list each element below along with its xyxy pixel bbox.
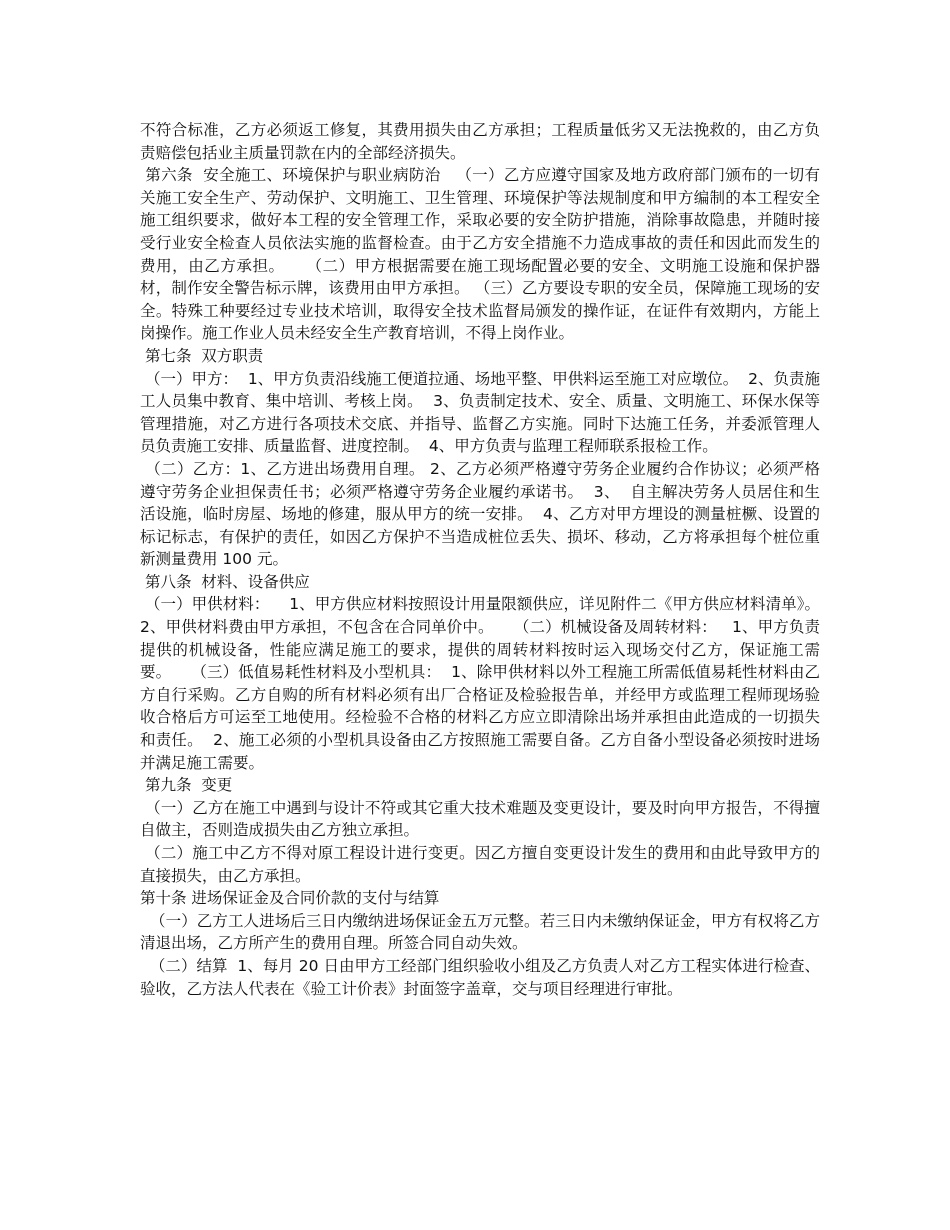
paragraph-quality-liability: 不符合标准，乙方必须返工修复，其费用损失由乙方承担；工程质量低劣又无法挽救的，由乙方负责赔偿包括业主质量罚款在内的全部经济损失。: [140, 121, 820, 162]
document-body: [140, 119, 830, 1000]
paragraph-article-7-party-b: （二）乙方：1、乙方进出场费用自理。 2、乙方必须严格遵守劳务企业履约合作协议；必须严格遵守劳务企业担保责任书；必须严格遵守劳务企业履约承诺书。 3、 自主解决劳务人员居住和生活设施，临时房屋、场地的修建，服从甲方的统一安排。 4、乙方对甲方埋设的测量桩橛、设置的标记标志，有保护的责任，如因乙方保护不当造成桩位丢失、损坏、移动，乙方将承担每个桩位重新测量费用 100 元。: [140, 459, 821, 569]
paragraph-article-7-party-a: （一）甲方： 1、甲方负责沿线施工便道拉通、场地平整、甲供料运至施工对应墩位。 2、负责施工人员集中教育、集中培训、考核上岗。 3、负责制定技术、安全、质量、文明施工、环保水保等管理措施，对乙方进行各项技术交底、并指导、监督乙方实施。同时下达施工任务，并委派管理人员负责施工安排、质量监督、进度控制。 4、甲方负责与监理工程师联系报检工作。: [140, 369, 820, 456]
paragraph-article-10-settlement: （二）结算 1、每月 20 日由甲方工经部门组织验收小组及乙方负责人对乙方工程实体进行检查、验收，乙方法人代表在《验工计价表》封面签字盖章，交与项目经理进行审批。: [140, 956, 821, 998]
paragraph-article-9-item-1: （一）乙方在施工中遇到与设计不符或其它重大技术难题及变更设计，要及时向甲方报告，不得擅自做主，否则造成损失由乙方独立承担。: [140, 798, 820, 840]
paragraph-article-8-materials: （一）甲供材料： 1、甲方供应材料按照设计用量限额供应，详见附件二《甲方供应材料清单》。 2、甲供材料费由甲方承担，不包含在合同单价中。 （二）机械设备及周转材料： 1、甲方负责提供的机械设备，性能应满足施工的要求，提供的周转材料按时运入现场交付乙方，保证施工需要。 （三）低值易耗性材料及小型机具： 1、除甲供材料以外工程施工所需低值易耗性材料由乙方自行采购。乙方自购的所有材料必须有出厂合格证及检验报告单，并经甲方或监理工程师现场验收合格后方可运至工地使用。经检验不合格的材料乙方应立即清除出场并承担由此造成的一切损失和责任。 2、施工必须的小型机具设备由乙方按照施工需要自备。乙方自备小型设备必须按时进场并满足施工需要。: [140, 595, 830, 772]
heading-article-10: 第十条 进场保证金及合同价款的支付与结算: [140, 889, 440, 908]
heading-article-9: 第九条 变更: [140, 776, 233, 795]
paragraph-article-9-item-2: （二）施工中乙方不得对原工程设计进行变更。因乙方擅自变更设计发生的费用和由此导致甲方的直接损失，由乙方承担。: [140, 844, 820, 885]
heading-article-8: 第八条 材料、设备供应: [140, 572, 310, 591]
heading-article-7: 第七条 双方职责: [140, 346, 264, 365]
paragraph-article-6-safety: 第六条 安全施工、环境保护与职业病防治 （一）乙方应遵守国家及地方政府部门颁布的一切有关施工安全生产、劳动保护、文明施工、卫生管理、环境保护等法规制度和甲方编制的本工程安全施工组织要求，做好本工程的安全管理工作，采取必要的安全防护措施，消除事故隐患，并随时接受行业安全检查人员依法实施的监督检查。由于乙方安全措施不力造成事故的责任和因此而发生的费用，由乙方承担。 （二）甲方根据需要在施工现场配置必要的安全、文明施工设施和保护器材，制作安全警告标示牌，该费用由甲方承担。 （三）乙方要设专职的安全员，保障施工现场的安全。特殊工种要经过专业技术培训，取得安全技术监督局颁发的操作证，在证件有效期内，方能上岗操作。施工作业人员未经安全生产教育培训，不得上岗作业。: [140, 166, 821, 343]
paragraph-article-10-deposit: （一）乙方工人进场后三日内缴纳进场保证金五万元整。若三日内未缴纳保证金，甲方有权将乙方清退出场，乙方所产生的费用自理。所签合同自动失效。: [140, 911, 820, 953]
